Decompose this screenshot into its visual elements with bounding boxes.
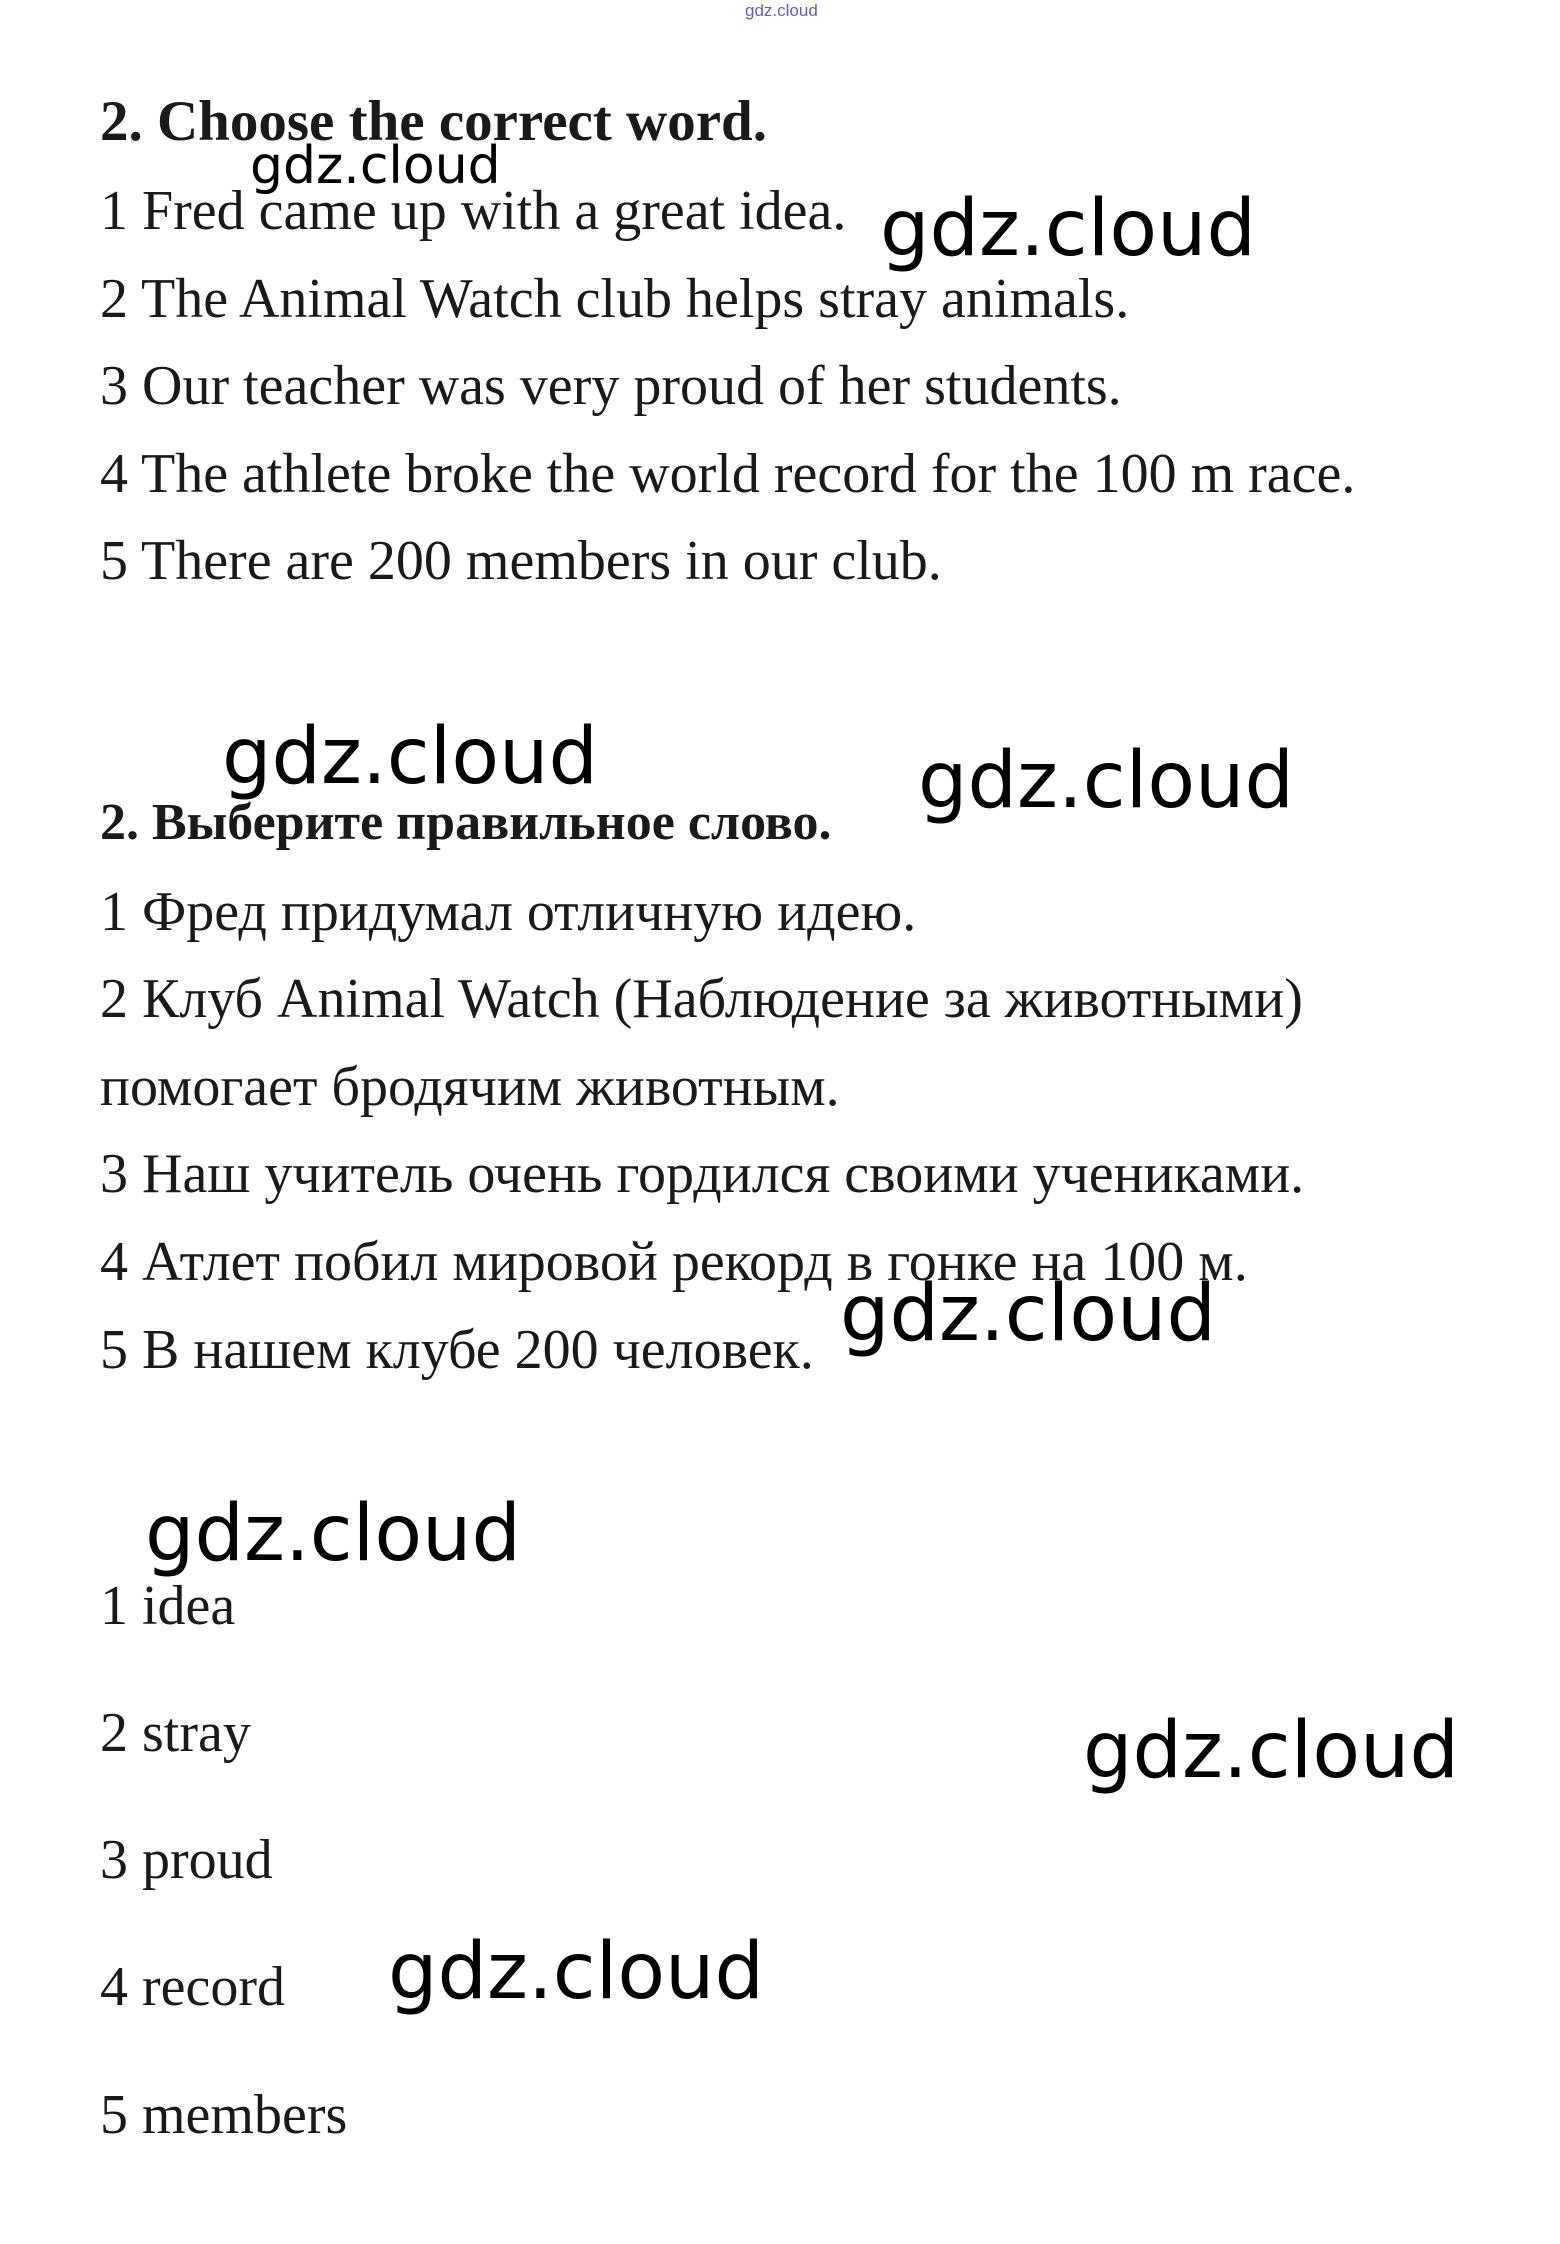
exercise-heading-en: 2. Choose the correct word. (100, 90, 767, 153)
watermark-4: gdz.cloud (918, 736, 1294, 826)
answer-4: 4 record (100, 1956, 286, 2018)
watermark-top: gdz.cloud (745, 1, 818, 20)
answer-2: 2 stray (100, 1702, 251, 1764)
sentence-ru-2-cont: помогает бродячим животным. (100, 1056, 840, 1118)
sentence-ru-4: 4 Атлет побил мировой рекорд в гонке на 100 м. (100, 1231, 1248, 1293)
watermark-1: gdz.cloud (250, 136, 501, 196)
watermark-8: gdz.cloud (388, 1927, 764, 2017)
exercise-heading-ru: 2. Выберите правильное слово. (100, 794, 832, 851)
watermark-5: gdz.cloud (840, 1269, 1216, 1359)
sentence-en-1: 1 Fred came up with a great idea. (100, 180, 847, 242)
sentence-en-5: 5 There are 200 members in our club. (100, 530, 942, 592)
sentence-ru-3: 3 Наш учитель очень гордился своими учениками. (100, 1143, 1305, 1205)
sentence-en-3: 3 Our teacher was very proud of her students. (100, 355, 1122, 417)
sentence-ru-5: 5 В нашем клубе 200 человек. (100, 1319, 814, 1381)
answer-3: 3 proud (100, 1829, 273, 1891)
watermark-7: gdz.cloud (1083, 1706, 1459, 1796)
watermark-3: gdz.cloud (222, 712, 598, 802)
sentence-en-4: 4 The athlete broke the world record for the 100 m race. (100, 443, 1356, 505)
sentence-ru-2: 2 Клуб Animal Watch (Наблюдение за животными) (100, 968, 1303, 1030)
answer-1: 1 idea (100, 1575, 236, 1637)
answer-5: 5 members (100, 2084, 348, 2146)
sentence-ru-1: 1 Фред придумал отличную идею. (100, 881, 917, 943)
sentence-en-2: 2 The Animal Watch club helps stray animals. (100, 268, 1130, 330)
watermark-2: gdz.cloud (880, 184, 1256, 274)
watermark-6: gdz.cloud (145, 1489, 521, 1579)
